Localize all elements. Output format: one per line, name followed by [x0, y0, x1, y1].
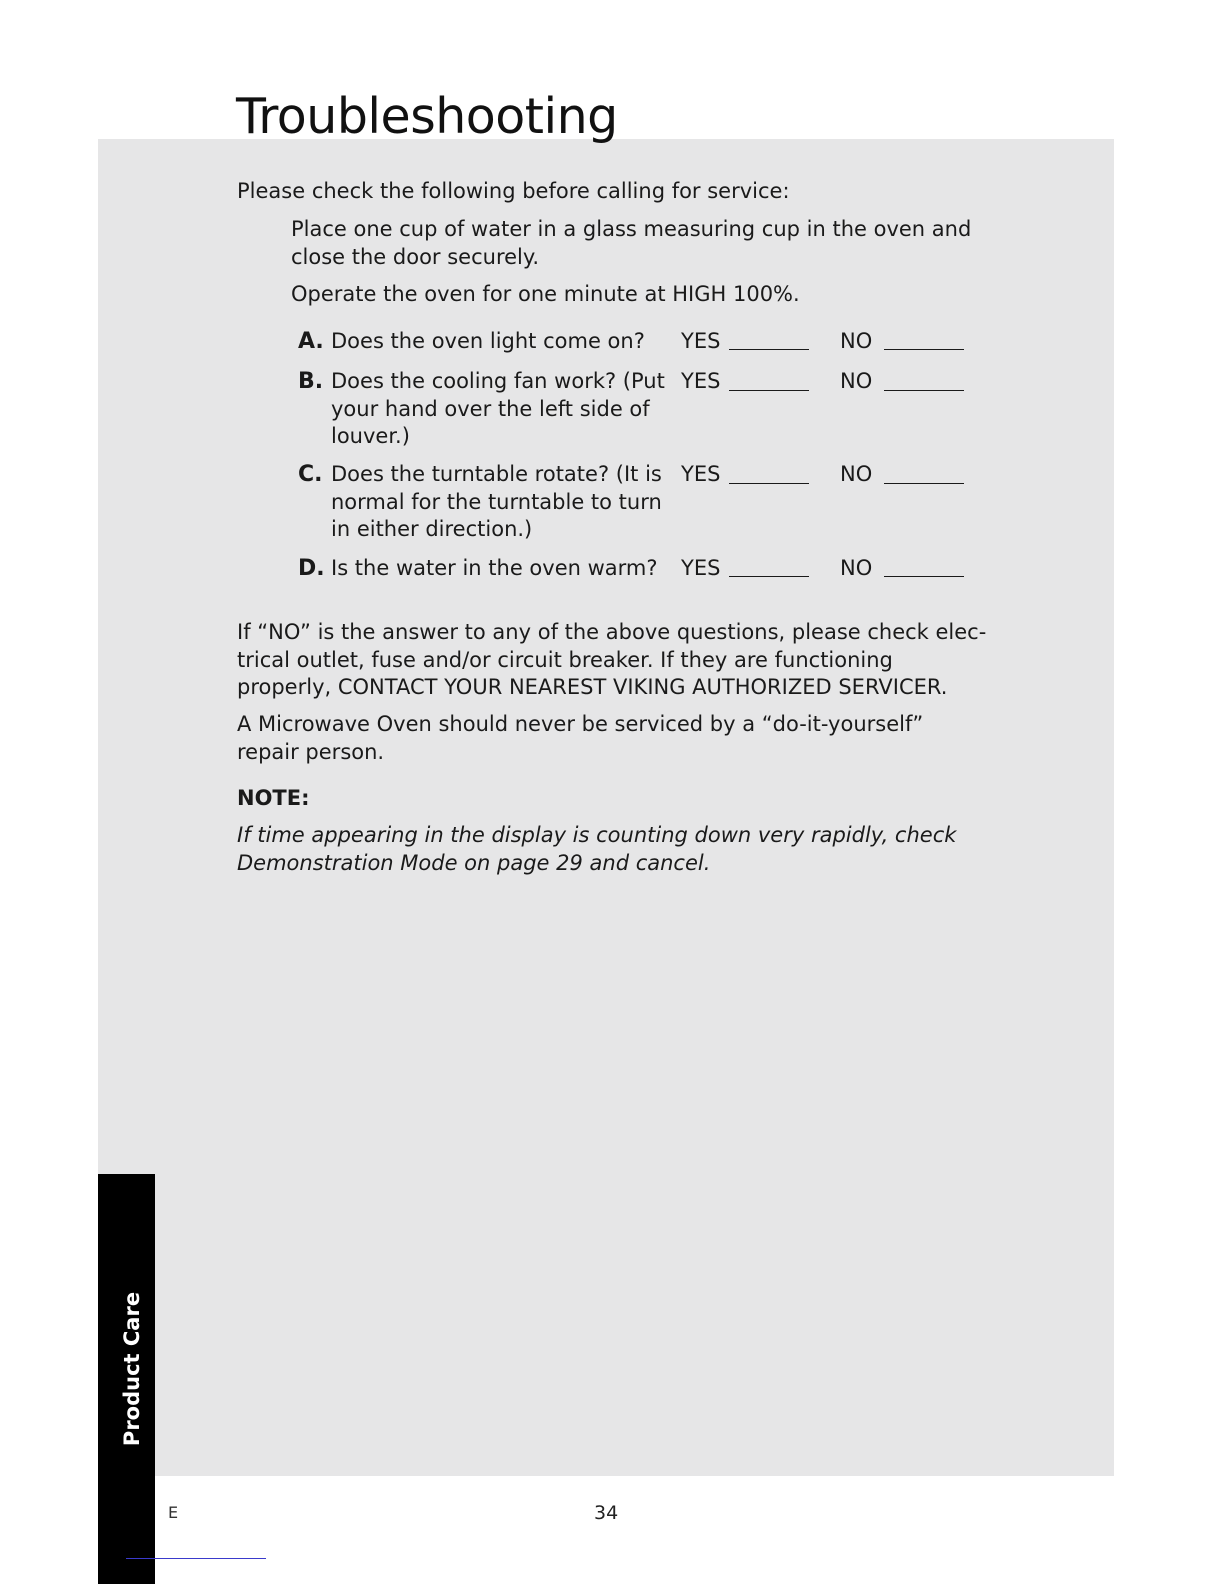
service-advice-paragraph: If “NO” is the answer to any of the above questions, please check elec-trical outlet, fuse and/or circuit breaker. If they are functioning properly, CONTACT YOUR NEAREST VIKING AUTHORIZED SERVICER.: [237, 620, 987, 699]
no-label: NO: [840, 462, 873, 486]
no-label: NO: [840, 556, 873, 580]
yes-label: YES: [681, 369, 721, 393]
yes-label: YES: [681, 329, 721, 353]
item-letter: A.: [298, 329, 324, 354]
item-question: Is the water in the oven warm?: [331, 556, 658, 580]
note-text: If time appearing in the display is counting down very rapidly, check Demonstration Mode on page 29 and cancel.: [237, 823, 957, 875]
item-question: Does the cooling fan work? (Put your hand over the left side of louver.): [331, 369, 665, 448]
yes-label: YES: [681, 462, 721, 486]
page-title: Troubleshooting: [236, 88, 618, 145]
yes-answer-blank[interactable]: [729, 390, 809, 391]
instruction-step-1: Place one cup of water in a glass measuring cup in the oven and close the door securely.: [291, 217, 972, 269]
no-label: NO: [840, 369, 873, 393]
no-label: NO: [840, 329, 873, 353]
yes-answer-blank[interactable]: [729, 349, 809, 350]
note-heading: NOTE:: [237, 786, 310, 810]
yes-label: YES: [681, 556, 721, 580]
no-answer-blank[interactable]: [884, 483, 964, 484]
no-answer-blank[interactable]: [884, 349, 964, 350]
page-number: 34: [594, 1502, 619, 1524]
no-answer-blank[interactable]: [884, 576, 964, 577]
yes-answer-blank[interactable]: [729, 576, 809, 577]
item-letter: C.: [298, 462, 323, 487]
item-question: Does the turntable rotate? (It is normal for the turntable to turn in either direction.): [331, 462, 662, 541]
no-answer-blank[interactable]: [884, 390, 964, 391]
footer-language-letter: E: [168, 1503, 179, 1522]
item-question: Does the oven light come on?: [331, 329, 645, 353]
bottom-rule: [126, 1558, 266, 1559]
item-letter: B.: [298, 369, 324, 394]
instruction-step-2: Operate the oven for one minute at HIGH 100%.: [291, 282, 800, 306]
yes-answer-blank[interactable]: [729, 483, 809, 484]
section-tab-label: Product Care: [120, 1291, 144, 1447]
intro-text: Please check the following before calling for service:: [237, 179, 790, 203]
diy-warning-paragraph: A Microwave Oven should never be serviced by a “do-it-yourself” repair person.: [237, 712, 924, 764]
item-letter: D.: [298, 556, 325, 581]
